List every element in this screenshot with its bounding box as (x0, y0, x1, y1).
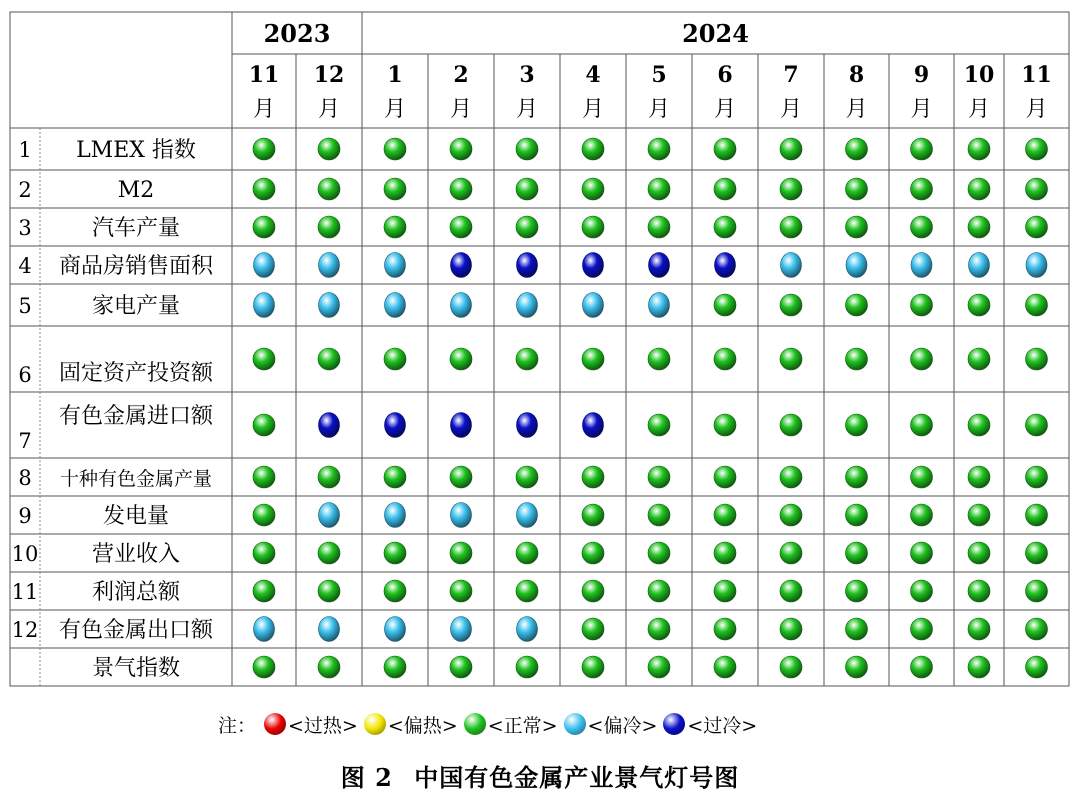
signal-lamp (384, 216, 406, 238)
signal-lamp (846, 348, 868, 370)
indicator-name: 固定资产投资额 (58, 361, 214, 386)
row-index: 6 (18, 363, 32, 387)
signal-lamp (911, 466, 933, 488)
indicator-name: 家电产量 (91, 294, 181, 319)
signal-lamp (911, 414, 933, 436)
signal-lamp (582, 138, 604, 160)
signal-lamp (968, 542, 990, 564)
row-index: 2 (18, 178, 32, 202)
yellow-lamp-icon (364, 713, 386, 735)
legend-text: <过冷> (687, 714, 758, 737)
month-unit: 月 (713, 97, 737, 122)
signal-lamp (319, 253, 340, 278)
month-number: 11 (248, 62, 280, 88)
signal-lamp (648, 138, 670, 160)
signal-lamp (254, 253, 275, 278)
signal-lamp (846, 618, 868, 640)
signal-lamp (968, 618, 990, 640)
signal-lamp (582, 348, 604, 370)
signal-lamp (254, 617, 275, 642)
month-unit: 月 (515, 97, 539, 122)
signal-lamp (648, 504, 670, 526)
signal-lamp (1026, 253, 1047, 278)
month-unit: 月 (1025, 97, 1048, 122)
signal-lamp (714, 466, 736, 488)
row-index: 10 (11, 542, 39, 566)
signal-lamp (648, 618, 670, 640)
indicator-name: 汽车产量 (91, 216, 181, 241)
month-number: 2 (453, 62, 469, 88)
month-number: 10 (963, 62, 995, 88)
green-lamp-icon (464, 713, 486, 735)
row-index: 4 (18, 254, 32, 278)
signal-lamp (253, 348, 275, 370)
indicator-name: 发电量 (102, 504, 170, 529)
signal-lamp (911, 656, 933, 678)
month-number: 9 (913, 62, 930, 88)
signal-lamp (450, 216, 472, 238)
signal-lamp (846, 542, 868, 564)
signal-lamp (582, 656, 604, 678)
signal-lamp (714, 348, 736, 370)
signal-lamp (911, 348, 933, 370)
signal-lamp (450, 138, 472, 160)
signal-lamp (451, 413, 472, 438)
year-label: 2024 (682, 19, 749, 48)
legend-item-warm (364, 711, 458, 738)
signal-lamp (582, 466, 604, 488)
indicator-name: 营业收入 (91, 542, 181, 567)
month-unit: 月 (845, 97, 868, 122)
legend (218, 704, 763, 744)
signal-lamp (780, 466, 802, 488)
signal-lamp (780, 504, 802, 526)
indicator-name: 有色金属进口额 (58, 404, 214, 429)
signal-lamp (780, 414, 802, 436)
signal-lamp (648, 580, 670, 602)
month-number: 6 (717, 62, 733, 88)
month-unit: 月 (647, 97, 671, 122)
signal-lamp (714, 414, 736, 436)
row-index: 12 (11, 618, 39, 642)
signal-lamp (253, 656, 275, 678)
signal-lamp (582, 504, 604, 526)
signal-lamp (1026, 138, 1048, 160)
figure-title: 中国有色金属产业景气灯号图 (414, 763, 740, 792)
row-index: 7 (18, 429, 32, 453)
legend-text: <过热> (288, 714, 358, 737)
signal-lamp (517, 293, 538, 318)
signal-lamp (384, 656, 406, 678)
month-number: 8 (848, 62, 865, 88)
signal-lamp (318, 580, 340, 602)
signal-lamp (516, 542, 538, 564)
signal-lamp (253, 580, 275, 602)
month-number: 7 (783, 62, 799, 88)
signal-lamp (385, 413, 406, 438)
indicator-name: 商品房销售面积 (58, 254, 214, 279)
signal-lamp (582, 178, 604, 200)
signal-lamp (582, 580, 604, 602)
indicator-name: M2 (117, 178, 155, 203)
signal-lamp (968, 138, 990, 160)
month-unit: 月 (252, 97, 276, 122)
signal-lamp (253, 138, 275, 160)
signal-lamp (781, 253, 802, 278)
signal-lamp (911, 216, 933, 238)
month-number: 1 (387, 62, 403, 88)
signal-lamp (318, 138, 340, 160)
legend-text: <正常> (487, 714, 558, 737)
signal-lamp (384, 466, 406, 488)
month-unit: 月 (449, 97, 473, 122)
signal-lamp (583, 413, 604, 438)
month-number: 4 (585, 62, 601, 88)
signal-lamp (517, 413, 538, 438)
signal-lamp (968, 178, 990, 200)
signal-lamp (1026, 656, 1048, 678)
figure-label: 图 2 (340, 763, 393, 792)
lightblue-lamp-icon (564, 713, 586, 735)
legend-text: <偏热> (387, 714, 458, 737)
signal-lamp (649, 253, 670, 278)
signal-lamp (1026, 294, 1048, 316)
year-label: 2023 (263, 19, 331, 48)
month-number: 11 (1021, 62, 1052, 88)
month-unit: 月 (581, 97, 605, 122)
signal-lamp (846, 253, 867, 278)
row-index: 3 (18, 216, 32, 240)
signal-lamp (1026, 504, 1048, 526)
signal-lamp (451, 617, 472, 642)
signal-lamp (846, 178, 868, 200)
signal-lamp (1026, 542, 1048, 564)
signal-lamp (648, 542, 670, 564)
signal-lamp (583, 293, 604, 318)
signal-lamp (780, 216, 802, 238)
legend-item-overheat (264, 711, 358, 738)
signal-lamp (648, 178, 670, 200)
signal-lamp (450, 178, 472, 200)
row-index: 11 (11, 580, 39, 604)
signal-lamp (911, 504, 933, 526)
signal-lamp (1026, 348, 1048, 370)
signal-lamp (450, 656, 472, 678)
signal-lamp (1026, 466, 1048, 488)
signal-lamp (714, 504, 736, 526)
signal-lamp (319, 617, 340, 642)
signal-lamp (319, 293, 340, 318)
signal-lamp (319, 503, 340, 528)
signal-lamp (780, 178, 802, 200)
signal-lamp (968, 580, 990, 602)
signal-lamp (968, 414, 990, 436)
signal-lamp (968, 348, 990, 370)
signal-lamp (516, 178, 538, 200)
signal-lamp (714, 216, 736, 238)
signal-lamp (714, 294, 736, 316)
month-number: 5 (651, 62, 667, 88)
signal-lamp (968, 294, 990, 316)
signal-lamp (384, 138, 406, 160)
signal-lamp (384, 348, 406, 370)
signal-lamp (911, 294, 933, 316)
signal-lamp (648, 656, 670, 678)
signal-lamp (253, 466, 275, 488)
signal-lamp (450, 580, 472, 602)
signal-lamp (384, 178, 406, 200)
signal-lamp (451, 503, 472, 528)
signal-lamp (969, 253, 990, 278)
signal-lamp (451, 253, 472, 278)
signal-lamp (846, 580, 868, 602)
signal-lamp (648, 216, 670, 238)
signal-lamp (1026, 580, 1048, 602)
row-index: 8 (18, 466, 32, 490)
signal-lamp (714, 618, 736, 640)
indicator-name: LMEX 指数 (76, 138, 196, 163)
signal-lamp (714, 656, 736, 678)
signal-lamp (780, 580, 802, 602)
month-unit: 月 (383, 97, 407, 122)
legend-item-cool (564, 711, 658, 738)
signal-lamp (384, 580, 406, 602)
signal-lamp (714, 580, 736, 602)
signal-lamp (846, 656, 868, 678)
signal-lamp (583, 253, 604, 278)
signal-lamp (319, 413, 340, 438)
signal-lamp (714, 138, 736, 160)
signal-lamp (516, 216, 538, 238)
signal-lamp (846, 504, 868, 526)
signal-lamp (516, 348, 538, 370)
signal-lamp (253, 542, 275, 564)
month-unit: 月 (779, 97, 803, 122)
signal-lamp (1026, 216, 1048, 238)
signal-lamp (715, 253, 736, 278)
signal-lamp (1026, 618, 1048, 640)
legend-label: 注： (218, 714, 257, 737)
signal-lamp (780, 656, 802, 678)
signal-lamp (648, 348, 670, 370)
signal-lamp (253, 178, 275, 200)
signal-lamp (648, 466, 670, 488)
signal-lamp (582, 618, 604, 640)
signal-lamp (450, 348, 472, 370)
signal-lamp (911, 542, 933, 564)
indicator-name: 有色金属出口额 (58, 618, 214, 643)
signal-lamp (780, 348, 802, 370)
signal-lamp (968, 216, 990, 238)
indicator-name: 景气指数 (91, 656, 181, 681)
signal-lamp (451, 293, 472, 318)
signal-lamp (385, 293, 406, 318)
signal-lamp (517, 253, 538, 278)
signal-lamp (318, 542, 340, 564)
signal-lamp (649, 293, 670, 318)
signal-lamp (846, 294, 868, 316)
signal-lamp (968, 466, 990, 488)
signal-lamp (846, 414, 868, 436)
signal-lamp (714, 178, 736, 200)
signal-lamp (846, 466, 868, 488)
legend-item-overcool (663, 711, 757, 738)
signal-lamp (911, 178, 933, 200)
signal-lamp (318, 178, 340, 200)
signal-lamp (582, 542, 604, 564)
darkblue-lamp-icon (663, 713, 685, 735)
signal-lamp (517, 617, 538, 642)
signal-lamp (780, 542, 802, 564)
red-lamp-icon (264, 713, 286, 735)
signal-lamp (648, 414, 670, 436)
signal-lamp (318, 348, 340, 370)
signal-lamp (1026, 178, 1048, 200)
row-index: 9 (18, 504, 32, 528)
signal-lamp (780, 138, 802, 160)
legend-item-normal (464, 711, 558, 738)
month-number: 3 (519, 62, 535, 88)
signal-lamp (253, 216, 275, 238)
signal-lamp (318, 656, 340, 678)
signal-lamp (911, 618, 933, 640)
signal-lamp (968, 504, 990, 526)
signal-lamp (253, 504, 275, 526)
signal-lamp (911, 253, 932, 278)
month-unit: 月 (317, 97, 341, 122)
indicator-name: 十种有色金属产量 (59, 468, 213, 490)
signal-lamp (714, 542, 736, 564)
signal-lamp (1026, 414, 1048, 436)
signal-lamp (385, 503, 406, 528)
signal-lamp (318, 216, 340, 238)
signal-lamp (516, 656, 538, 678)
signal-lamp (846, 138, 868, 160)
signal-lamp (517, 503, 538, 528)
signal-lamp (516, 138, 538, 160)
signal-lamp (253, 414, 275, 436)
signal-lamp (385, 617, 406, 642)
signal-lamp (385, 253, 406, 278)
month-unit: 月 (910, 97, 933, 122)
legend-text: <偏冷> (587, 714, 658, 737)
signal-lamp (516, 466, 538, 488)
signal-lamp (318, 466, 340, 488)
signal-lamp (450, 466, 472, 488)
month-number: 12 (313, 62, 345, 88)
signal-lamp (516, 580, 538, 602)
row-index: 5 (18, 294, 32, 318)
signal-lamp (911, 138, 933, 160)
signal-lamp (780, 294, 802, 316)
signal-lamp (911, 580, 933, 602)
signal-lamp (582, 216, 604, 238)
signal-lamp (846, 216, 868, 238)
indicator-name: 利润总额 (91, 580, 181, 605)
signal-lamp (384, 542, 406, 564)
signal-lamp (254, 293, 275, 318)
signal-lamp (780, 618, 802, 640)
row-index: 1 (18, 138, 32, 162)
month-unit: 月 (967, 97, 991, 122)
signal-lamp (450, 542, 472, 564)
signal-lamp (968, 656, 990, 678)
figure-caption (0, 758, 1080, 793)
